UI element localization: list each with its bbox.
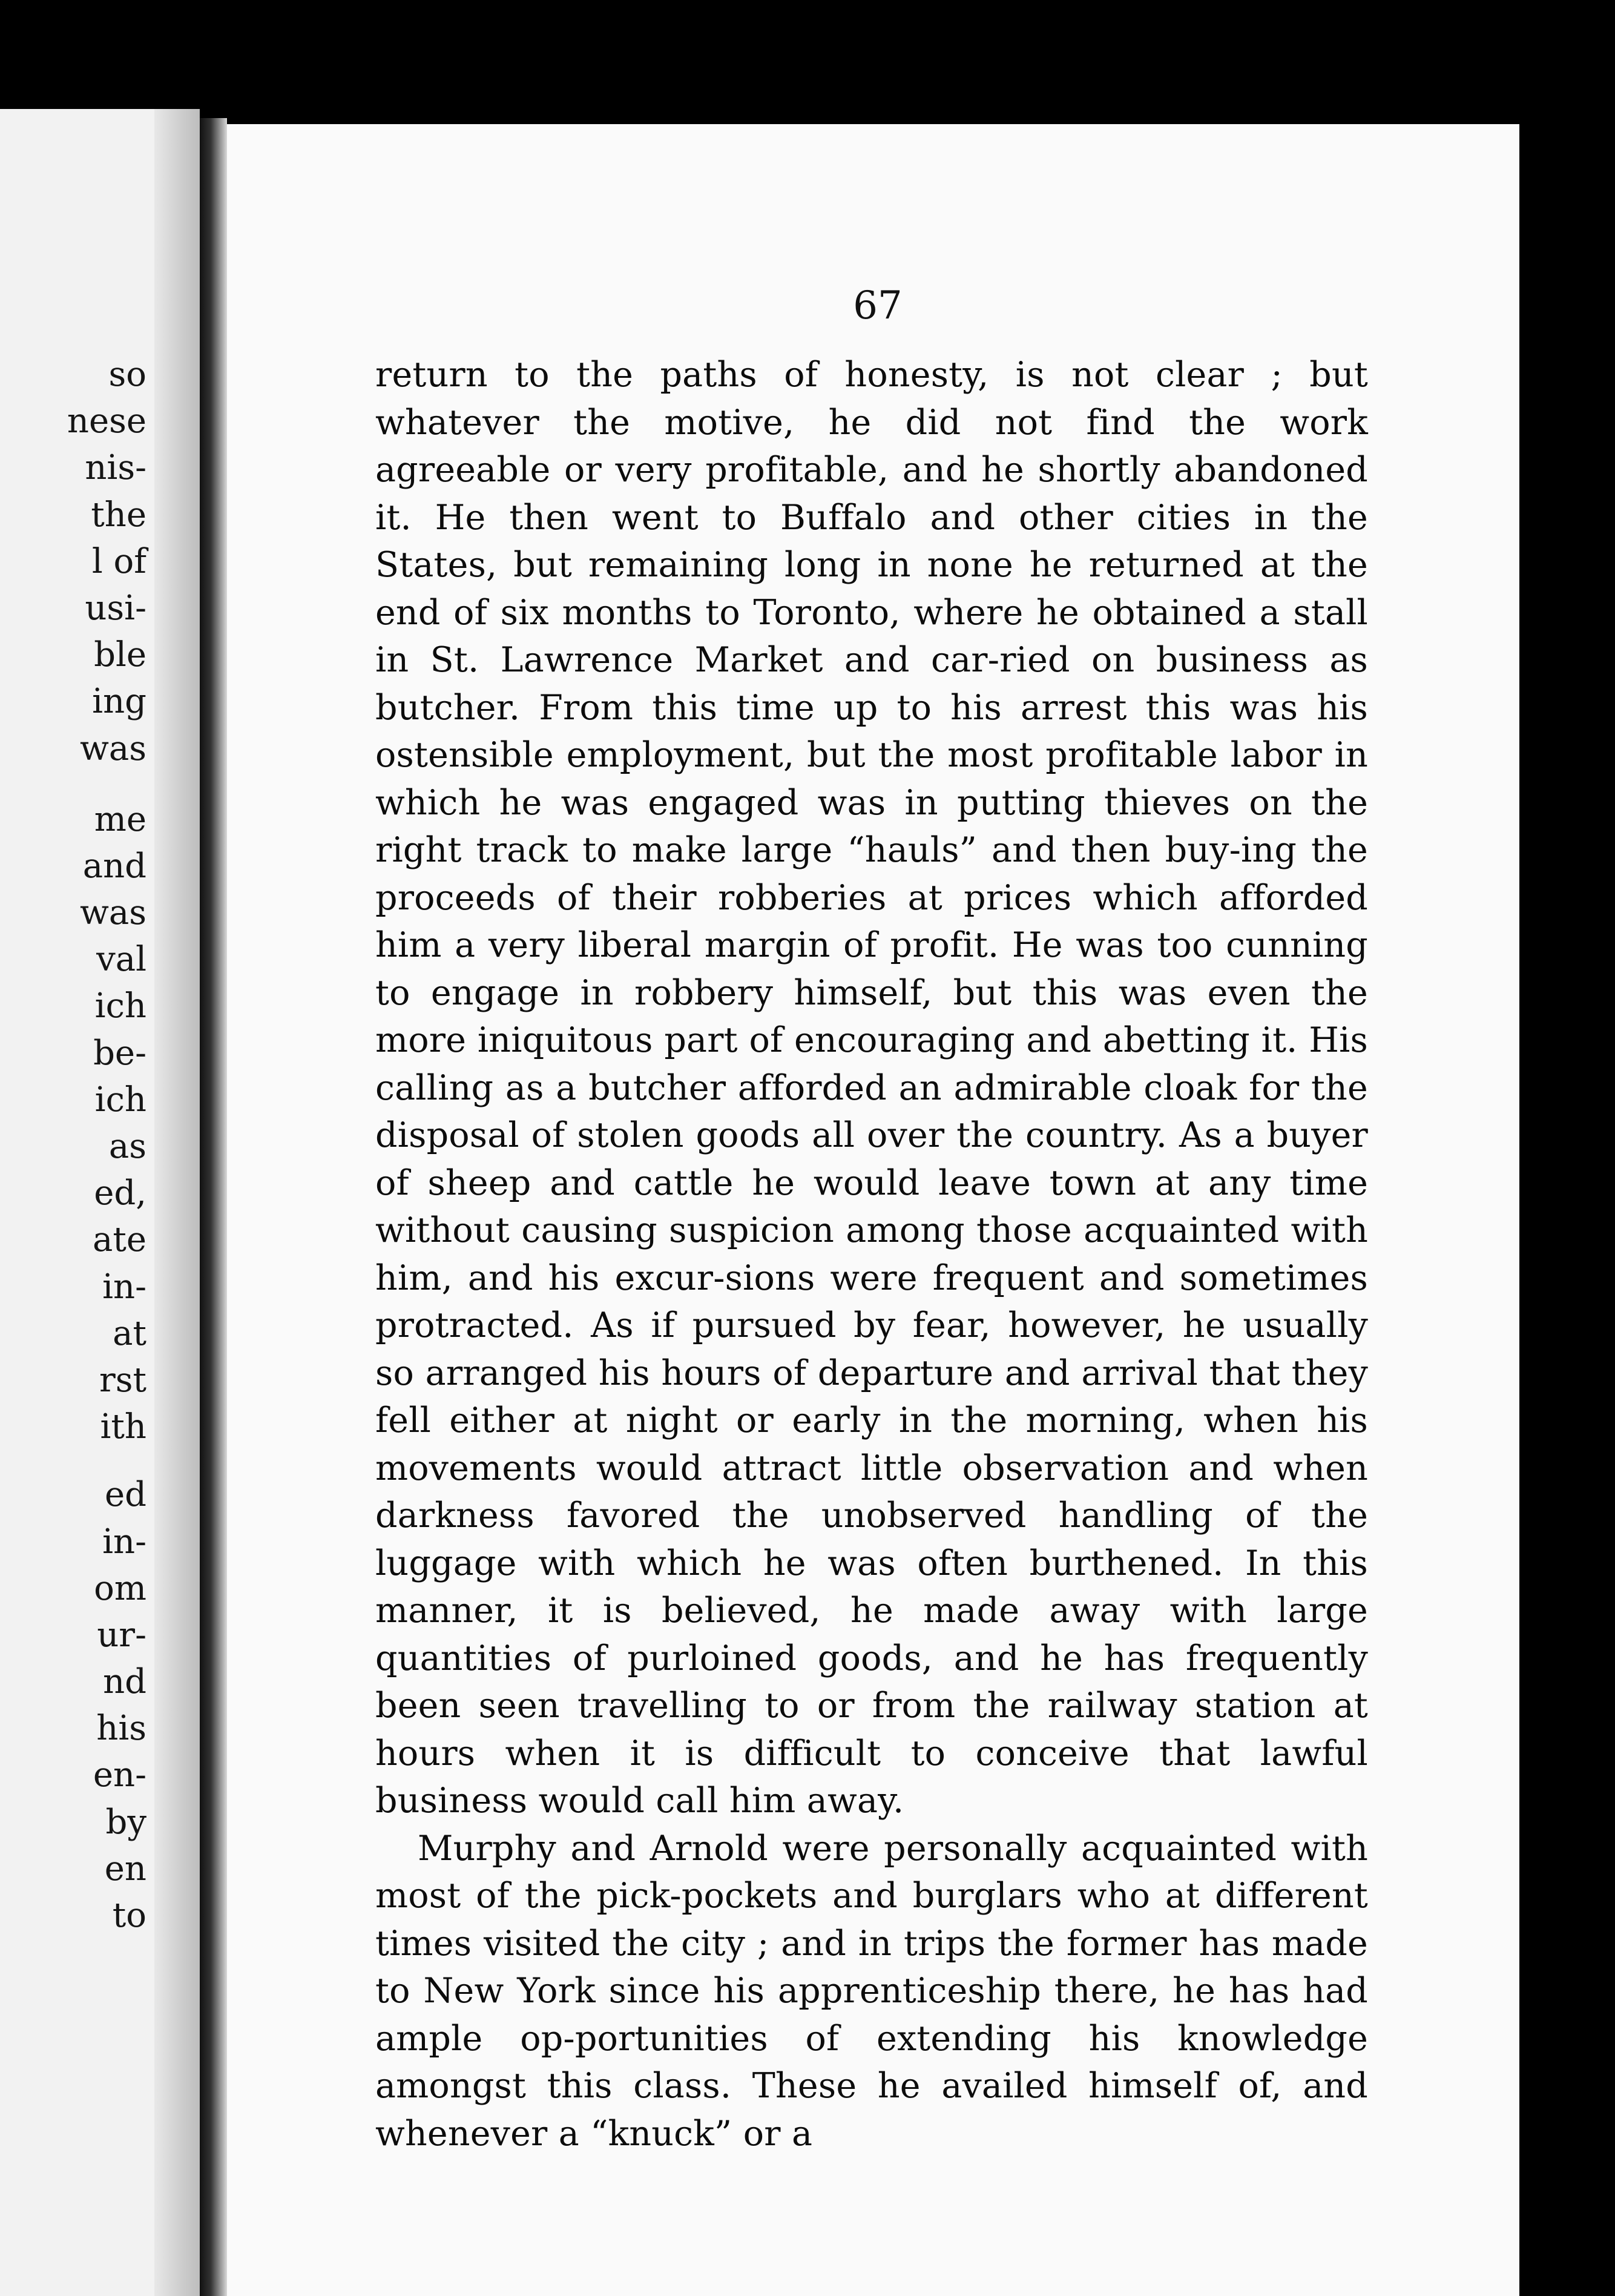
left-fragment: nese [67, 401, 146, 441]
left-fragment: in- [102, 1267, 146, 1307]
left-fragment: ed [105, 1475, 146, 1515]
left-fragment: by [105, 1802, 146, 1842]
left-page-text-fragments [0, 351, 151, 1935]
left-fragment: ing [92, 682, 146, 722]
left-fragment: was [79, 728, 146, 768]
left-fragment: nd [103, 1662, 146, 1702]
left-fragment: val [96, 940, 146, 980]
left-fragment: ich [94, 1080, 146, 1120]
left-fragment: so [108, 355, 146, 394]
left-facing-page [0, 109, 200, 2296]
left-fragment: om [94, 1568, 146, 1608]
left-fragment: the [91, 495, 146, 535]
left-fragment: ur- [97, 1615, 146, 1655]
paragraph: Murphy and Arnold were personally acquainted with most of the pick-pockets and burglars who at different times visited the city ; and in trips the former has made to New York since his apprenticeship there, he has had ample op-portunities of extending his knowledge amongst this class. These he availed himself of, and whenever a “knuck” or a [375, 1828, 1368, 2154]
left-fragment: me [94, 799, 146, 839]
body-text [375, 351, 1368, 2157]
paragraph: return to the paths of honesty, is not clear ; but whatever the motive, he did not find the work agreeable or very profitable, and he shortly abandoned it. He then went to Buffalo and other cities in the States, but remaining long in none he returned at the end of six months to Toronto, where he obtained a stall in St. Lawrence Market and car-ried on business as butcher. From this time up to his arrest this was his ostensible employment, but the most profitable labor in which he was engaged was in putting thieves on the right track to make large “hauls” and then buy-ing the proceeds of their robberies at prices which afforded him a very liberal margin of profit. He was too cunning to engage in robbery himself, but this was even the more iniquitous part of encouraging and abetting it. His calling as a butcher afforded an admirable cloak for the disposal of stolen goods all over the country. As a buyer of sheep and cattle he would leave town at any time without causing suspicion among those acquainted with him, and his excur-sions were frequent and sometimes protracted. As if pursued by fear, however, he usually so arranged his hours of departure and arrival that they fell either at night or early in the morning, when his movements would attract little observation and when darkness favored the unobserved handling of the luggage with which he was often burthened. In this manner, it is believed, he made away with large quantities of purloined goods, and he has frequently been seen travelling to or from the railway station at hours when it is difficult to conceive that lawful business would call him away. [375, 355, 1368, 1821]
left-fragment: en [104, 1849, 146, 1889]
left-fragment: ed, [94, 1173, 146, 1213]
left-fragment: in- [102, 1522, 146, 1562]
left-fragment: en- [93, 1755, 146, 1795]
left-fragment: as [108, 1127, 146, 1166]
left-fragment: usi- [85, 588, 146, 628]
book-gutter [154, 109, 200, 2296]
left-fragment: nis- [85, 448, 146, 488]
left-fragment: l of [91, 541, 146, 581]
left-fragment: ith [100, 1407, 146, 1447]
left-fragment: and [82, 846, 146, 886]
left-fragment: at [113, 1313, 146, 1353]
left-fragment: rst [99, 1360, 146, 1400]
page-edge-shadow [200, 118, 227, 2296]
page-number: 67 [853, 283, 903, 328]
left-fragment: to [112, 1896, 146, 1935]
left-fragment: be- [93, 1033, 146, 1073]
left-fragment: ate [92, 1220, 146, 1260]
left-fragment: ich [94, 986, 146, 1026]
left-fragment: his [96, 1709, 146, 1749]
left-fragment: was [79, 893, 146, 933]
left-fragment: ble [94, 635, 146, 675]
background-edge [1519, 124, 1615, 2296]
